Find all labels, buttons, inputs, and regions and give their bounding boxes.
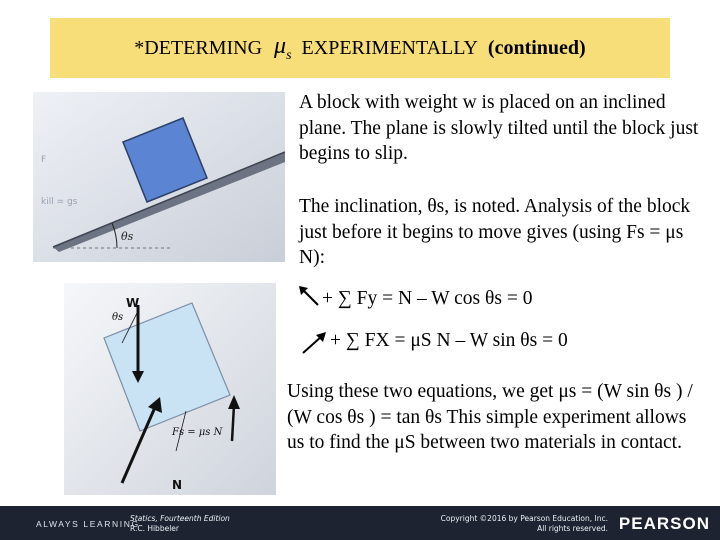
normal-label: N (172, 478, 183, 492)
footer-brand: ALWAYS LEARNING (36, 519, 140, 529)
paragraph-conclusion: Using these two equations, we get μs = (W sin θs ) / (W cos θs ) = tan θs This simple experiment allows us to find the μS between two materials in contact. (287, 381, 693, 453)
inclined-plane-figure (33, 92, 285, 262)
normal-direction-arrow-icon (297, 284, 321, 308)
title-main: EXPERIMENTALLY (301, 36, 478, 59)
equation-normal: + ∑ Fy = N – W cos θs = 0 (322, 288, 533, 309)
title-prefix: *DETERMING (134, 36, 263, 59)
angle-label: θs (112, 312, 124, 323)
tangent-direction-arrow-icon (300, 330, 328, 356)
friction-label: Fs = μs N (172, 427, 223, 438)
rights-text: All rights reserved. (537, 524, 608, 533)
svg-text:F: F (41, 155, 47, 165)
equation-tangent: + ∑ FX = μS N – W sin θs = 0 (330, 330, 568, 351)
title-bar (50, 18, 670, 78)
book-author: R.C. Hibbeler (130, 524, 179, 533)
free-body-diagram (64, 283, 276, 495)
slide-title (50, 18, 670, 78)
publisher-logo: PEARSON (618, 514, 710, 533)
paragraph-analysis: The inclination, θs, is noted. Analysis of the block just before it begins to move gives (using Fs = μs N): (299, 196, 691, 268)
svg-text:kill = gs: kill = gs (41, 197, 78, 207)
title-mu-symbol: $\mu_s$ (274, 32, 292, 63)
footer-copyright (441, 514, 608, 534)
title-continued: (continued) (487, 36, 586, 59)
copyright-text: Copyright ©2016 by Pearson Education, Inc. (440, 514, 608, 523)
angle-label: θs (121, 230, 134, 243)
footer-bar (0, 506, 720, 540)
book-title: Statics, Fourteenth Edition (130, 514, 230, 523)
paragraph-setup: A block with weight w is placed on an inclined plane. The plane is slowly tilted until the block just begins to slip. (299, 92, 699, 164)
footer-book-info (130, 514, 230, 534)
weight-label: W (126, 296, 140, 310)
